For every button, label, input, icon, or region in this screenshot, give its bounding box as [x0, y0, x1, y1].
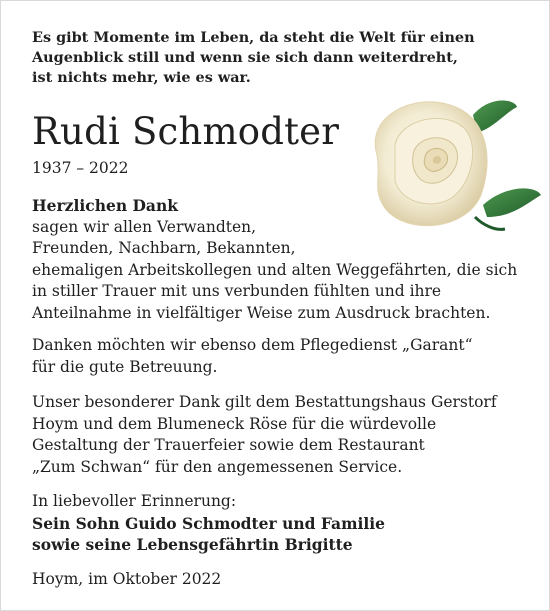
- motto-line: Es gibt Momente im Leben, da steht die Welt für einen: [32, 29, 475, 46]
- text-line: in stiller Trauer mit uns verbunden fühlten und ihre: [32, 282, 442, 300]
- signer-line: Sein Sohn Guido Schmodter und Familie: [32, 513, 386, 533]
- care-service-paragraph: [32, 335, 532, 378]
- motto-line: Augenblick still und wenn sie sich dann weiterdreht,: [32, 49, 458, 66]
- closing-intro: In liebevoller Erinnerung:: [32, 492, 237, 510]
- text-line: Unser besonderer Dank gilt dem Bestattungshaus Gerstorf: [32, 393, 497, 411]
- closing-signature: [32, 491, 532, 556]
- deceased-name: Rudi Schmodter: [32, 110, 340, 153]
- text-line: Anteilnahme in vielfältiger Weise zum Ausdruck brachten.: [32, 303, 491, 322]
- text-line: Hoym und dem Blumeneck Röse für die würdevolle: [32, 414, 437, 433]
- text-line: für die gute Betreuung.: [32, 357, 218, 376]
- text-line: Danken möchten wir ebenso dem Pflegedienst „Garant“: [32, 336, 473, 354]
- text-line: ehemaligen Arbeitskollegen und alten Weggefährten, die sich: [32, 260, 518, 279]
- life-years: 1937 – 2022: [32, 159, 129, 177]
- motto-line: ist nichts mehr, wie es war.: [32, 69, 251, 86]
- signer-line: sowie seine Lebensgefährtin Brigitte: [32, 535, 353, 554]
- motto-quote: [32, 28, 532, 88]
- funeral-service-paragraph: [32, 392, 532, 478]
- text-line: Freunden, Nachbarn, Bekannten,: [32, 239, 296, 257]
- text-line: Gestaltung der Trauerfeier sowie dem Restaurant: [32, 436, 425, 454]
- thanks-heading: Herzlichen Dank: [32, 196, 178, 215]
- text-line: sagen wir allen Verwandten,: [32, 217, 257, 236]
- place-and-date: Hoym, im Oktober 2022: [32, 570, 222, 588]
- text-line: „Zum Schwan“ für den angemessenen Service.: [32, 457, 403, 476]
- thanks-paragraph: [32, 195, 532, 324]
